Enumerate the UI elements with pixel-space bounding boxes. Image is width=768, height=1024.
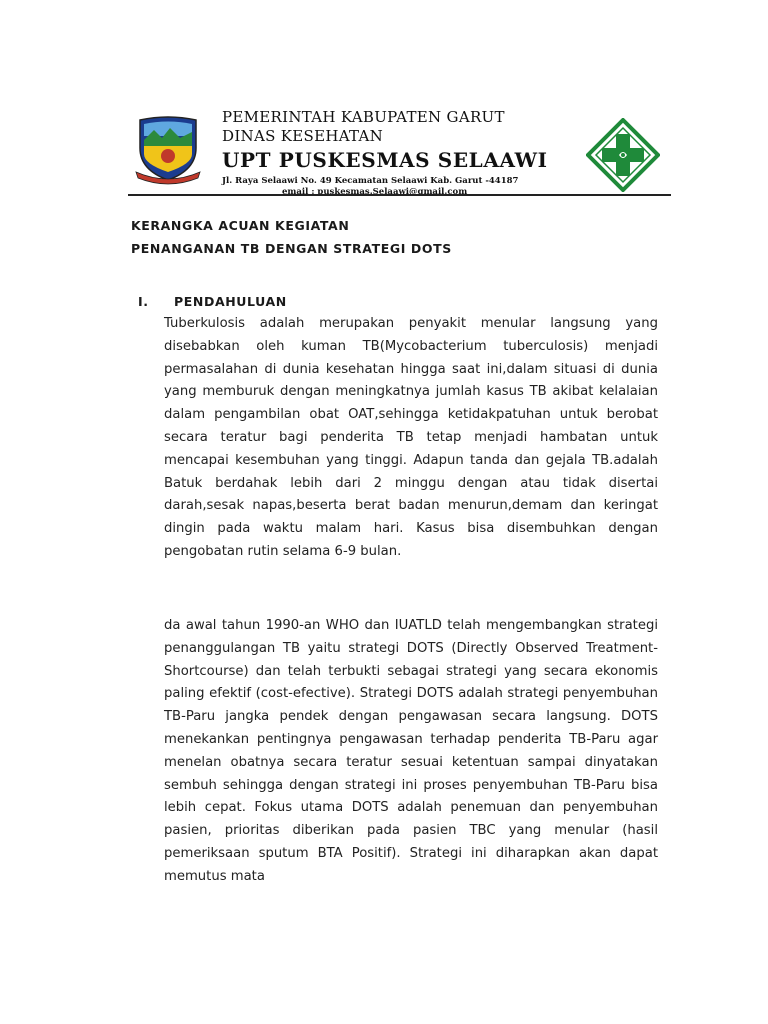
document-title [131,214,452,260]
letterhead-department: DINAS KESEHATAN [222,127,384,145]
section-number: I. [138,294,149,309]
title-line-1: KERANGKA ACUAN KEGIATAN [131,218,350,233]
letterhead-address: Jl. Raya Selaawi No. 49 Kecamatan Selaawi Kab. Garut -44187 [222,176,519,186]
title-line-2: PENANGANAN TB DENGAN STRATEGI DOTS [131,241,452,256]
paragraph-2: da awal tahun 1990-an WHO dan IUATLD telah mengembangkan strategi penanggulangan TB yaitu strategi DOTS (Directly Observed Treatment-Shortcourse) dan telah terbukti sebagai strategi yang secara ekonomis paling efektif (cost-efective). Strategi DOTS adalah strategi penyembuhan TB-Paru jangka pendek dengan pengawasan secara langsung. DOTS menekankan pentingnya pengawasan terhadap penderita TB-Paru agar menelan obatnya secara teratur sesuai ketentuan sampai dinyatakan sembuh sehingga dengan strategi ini proses penyembuhan TB-Paru bisa lebih cepat. Fokus utama DOTS adalah penemuan dan penyembuhan pasien, prioritas diberikan pada pasien TBC yang menular (hasil pemeriksaan sputum BTA Positif). Strategi ini diharapkan akan dapat memutus mata [164,618,658,884]
section-heading [138,294,287,309]
letterhead-divider [128,194,671,196]
letterhead-institution: UPT PUSKESMAS SELAAWI [222,148,548,172]
letterhead-email: email : puskesmas.Selaawi@gmail.com [282,187,468,197]
paragraph-1: Tuberkulosis adalah merupakan penyakit menular langsung yang disebabkan oleh kuman TB(Mycobacterium tuberculosis) menjadi permasalahan di dunia kesehatan hingga saat ini,dalam situasi di dunia yang memburuk dengan meningkatnya jumlah kasus TB akibat kelalaian dalam pengambilan obat OAT,sehingga ketidakpatuhan untuk berobat secara teratur bagi penderita TB tetap menjadi hambatan untuk mencapai kesembuhan yang tinggi. Adapun tanda dan gejala TB.adalah Batuk berdahak lebih dari 2 minggu dengan atau tidak disertai darah,sesak napas,beserta berat badan menurun,demam dan keringat dingin pada waktu malam hari. Kasus bisa disembuhkan dengan pengobatan rutin selama 6-9 bulan. [164,316,658,559]
letterhead-government: PEMERINTAH KABUPATEN GARUT [222,108,505,126]
letterhead-text [222,108,582,198]
puskesmas-cross-icon [586,118,660,192]
garut-regency-emblem-icon [132,114,204,186]
section-title: PENDAHULUAN [174,294,287,309]
